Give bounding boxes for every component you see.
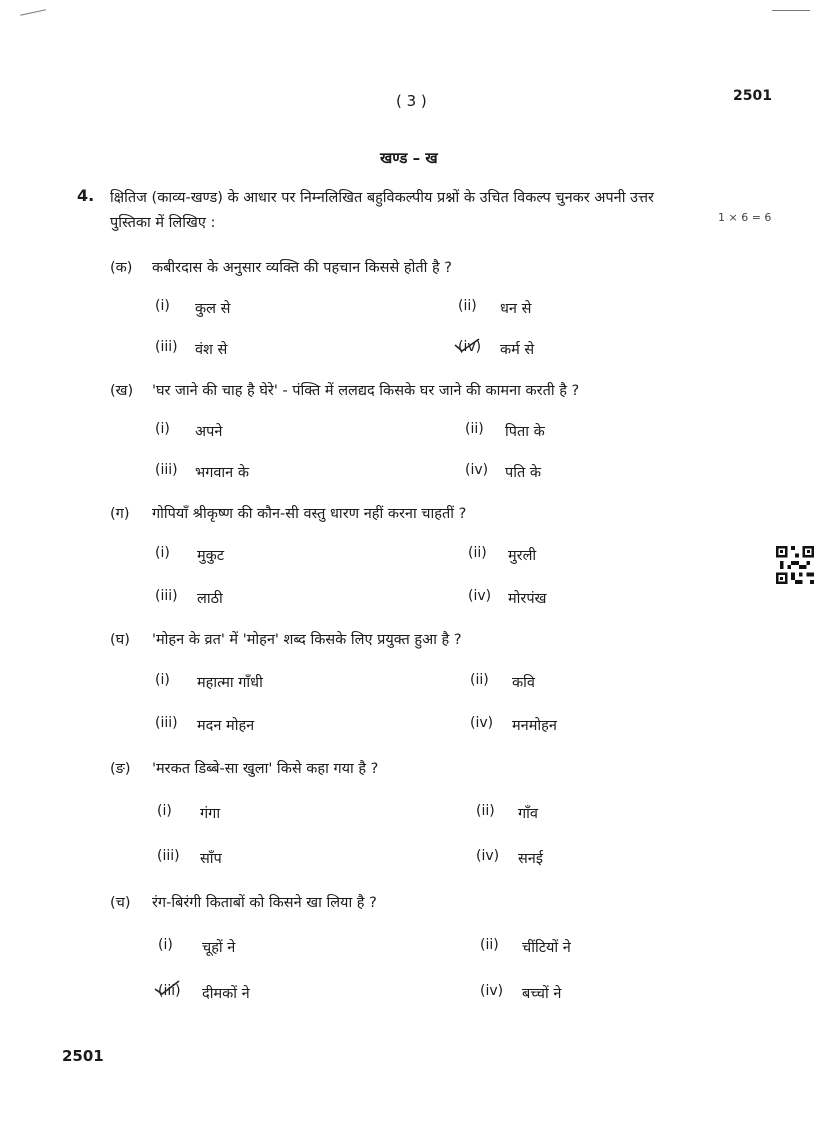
- option-text: दीमकों ने: [202, 986, 250, 1002]
- question-text-line2: पुस्तिका में लिखिए :: [110, 215, 216, 231]
- qr-code-icon: [775, 546, 815, 584]
- option-text: मोरपंख: [508, 591, 547, 607]
- page-number: ( 3 ): [396, 92, 427, 110]
- option-text: पति के: [505, 465, 542, 481]
- option-number: (i): [155, 421, 170, 437]
- option-number: (iii): [155, 588, 178, 604]
- option-text: साँप: [200, 851, 222, 867]
- option-number: (i): [155, 672, 170, 688]
- subquestion-text: गोपियाँ श्रीकृष्ण की कौन-सी वस्तु धारण नहीं करना चाहतीं ?: [152, 506, 467, 522]
- marks-allocation: 1 × 6 = 6: [718, 211, 772, 224]
- option-text: मुरली: [508, 548, 537, 564]
- subquestion-text: कबीरदास के अनुसार व्यक्ति की पहचान किससे होती है ?: [152, 260, 452, 276]
- subquestion-text: रंग-बिरंगी किताबों को किसने खा लिया है ?: [152, 895, 377, 911]
- option-number: (iii): [155, 339, 178, 355]
- option-number: (iii): [157, 848, 180, 864]
- option-number: (iii): [155, 715, 178, 731]
- option-text: मदन मोहन: [197, 718, 255, 734]
- option-text: वंश से: [195, 342, 228, 358]
- option-text: चूहों ने: [202, 940, 236, 956]
- option-text: कुल से: [195, 301, 231, 317]
- option-number: (i): [155, 298, 170, 314]
- scan-mark-top-right: [772, 10, 810, 11]
- subquestion-label: (च): [110, 895, 131, 911]
- option-text: गाँव: [518, 806, 538, 822]
- answer-tick-mark: [153, 980, 181, 996]
- subquestion-label: (क): [110, 260, 133, 276]
- paper-code-top: 2501: [733, 88, 772, 104]
- option-text: धन से: [500, 301, 532, 317]
- option-text: चींटियों ने: [522, 940, 571, 956]
- answer-tick-mark: [453, 337, 481, 353]
- option-number: (iv): [476, 848, 500, 864]
- option-number: (iv): [458, 339, 482, 355]
- option-text: लाठी: [197, 591, 223, 607]
- option-number: (ii): [476, 803, 495, 819]
- option-text: अपने: [195, 424, 223, 440]
- option-text: गंगा: [200, 806, 221, 822]
- option-number: (iv): [480, 983, 504, 999]
- option-number: (ii): [465, 421, 484, 437]
- option-number: (iv): [468, 588, 492, 604]
- option-number: (ii): [458, 298, 477, 314]
- option-number: (iv): [465, 462, 489, 478]
- subquestion-label: (ख): [110, 383, 134, 399]
- option-number: (ii): [480, 937, 499, 953]
- question-text-line1: क्षितिज (काव्य-खण्ड) के आधार पर निम्नलिखित बहुविकल्पीय प्रश्नों के उचित विकल्प चुनकर अपनी उत्तर: [110, 190, 654, 206]
- option-text: मनमोहन: [512, 718, 557, 734]
- paper-code-bottom: 2501: [62, 1047, 104, 1065]
- subquestion-text: 'मरकत डिब्बे-सा खुला' किसे कहा गया है ?: [152, 761, 379, 777]
- option-text: महात्मा गाँधी: [197, 675, 263, 691]
- option-number: (i): [157, 803, 172, 819]
- option-text: पिता के: [505, 424, 545, 440]
- option-number: (i): [158, 937, 173, 953]
- subquestion-text: 'घर जाने की चाह है घेरे' - पंक्ति में ललद्यद किसके घर जाने की कामना करती है ?: [152, 383, 580, 399]
- option-number: (ii): [470, 672, 489, 688]
- option-text: मुकुट: [197, 548, 225, 564]
- section-title: खण्ड – ख: [380, 149, 438, 167]
- subquestion-text: 'मोहन के व्रत' में 'मोहन' शब्द किसके लिए प्रयुक्त हुआ है ?: [152, 632, 462, 648]
- option-text: कर्म से: [500, 342, 535, 358]
- option-number: (iii): [155, 462, 178, 478]
- subquestion-label: (घ): [110, 632, 130, 648]
- option-text: भगवान के: [195, 465, 249, 481]
- option-text: सनई: [518, 851, 543, 867]
- subquestion-label: (ङ): [110, 761, 131, 777]
- option-number: (i): [155, 545, 170, 561]
- option-number: (iii): [158, 983, 181, 999]
- option-number: (iv): [470, 715, 494, 731]
- question-number: 4.: [77, 186, 95, 205]
- option-text: बच्चों ने: [522, 986, 562, 1002]
- scan-mark-top-left: [20, 9, 46, 15]
- option-number: (ii): [468, 545, 487, 561]
- option-text: कवि: [512, 675, 535, 691]
- subquestion-label: (ग): [110, 506, 130, 522]
